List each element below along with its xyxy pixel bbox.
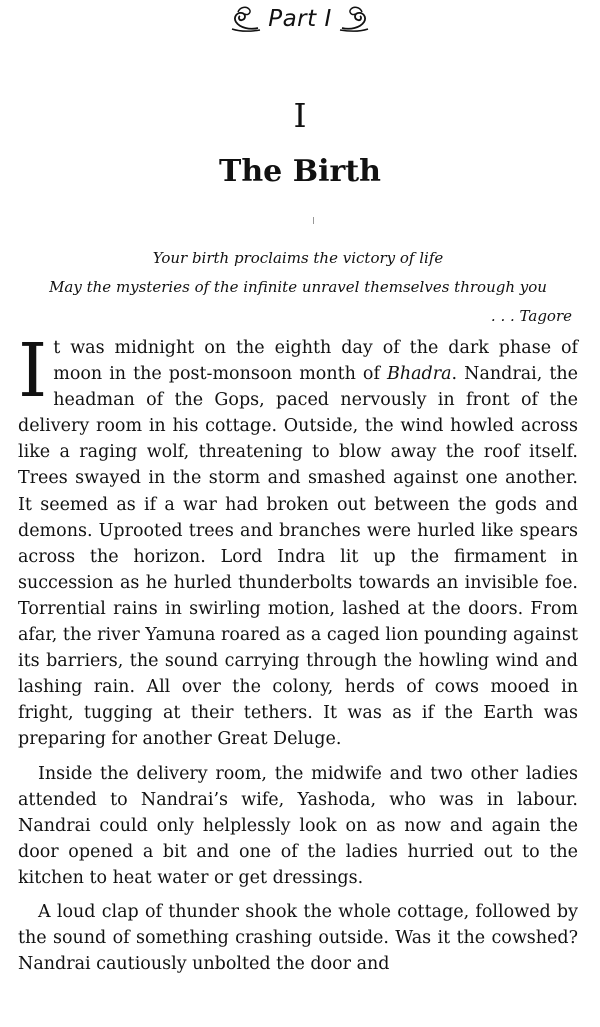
epigraph <box>18 244 578 331</box>
paragraph-text: . Nandrai, the headman of the Gops, paced nervously in front of the delivery room in his cottage. Outside, the wind howled across like a raging wolf, threatening to blow away the roof itself. Trees swayed in the storm and smashed against one another. It seemed as if a war had broken out between the gods and demons. Uprooted trees and branches were hurled like spears across the horizon. Lord Indra lit up the firmament in succession as he hurled thunderbolts towards an invisible foe. Torrential rains in swirling motion, lashed at the doors. From afar, the river Yamuna roared as a caged lion pounding against its barriers, the sound carrying through the howling wind and lashing rain. All over the colony, herds of cows mooed in fright, tugging at their tethers. It was as if the Earth was preparing for another Great Deluge. <box>18 364 579 750</box>
chapter-number: I <box>293 96 307 135</box>
part-header <box>0 4 600 34</box>
month-term: Bhadra <box>386 364 452 385</box>
paragraph <box>18 328 579 753</box>
epigraph-attribution: . . . Tagore <box>490 307 572 325</box>
paragraph: A loud clap of thunder shook the whole cottage, followed by the sound of something crashing outside. Was it the cowshed? Nandrai cautiously unbolted the door and <box>18 901 578 975</box>
chapter-body <box>18 328 579 977</box>
scroll-flourish-left-icon <box>228 4 262 34</box>
epigraph-line: Your birth proclaims the victory of life <box>152 249 444 267</box>
part-label: Part I <box>268 6 332 32</box>
scroll-flourish-right-icon <box>338 4 372 34</box>
paragraph-text: t was midnight on the eighth day of the dark phase of moon in the post-monsoon month of <box>53 338 578 385</box>
epigraph-line: May the mysteries of the infinite unravel themselves through you <box>49 278 547 296</box>
drop-cap: I <box>18 328 48 414</box>
divider-mark <box>313 217 314 224</box>
paragraph: Inside the delivery room, the midwife and two other ladies attended to Nandrai’s wife, Yashoda, who was in labour. Nandrai could only helplessly look on as now and again the door opened a bit and one of the ladies hurried out to the kitchen to heat water or get dressings. <box>18 763 578 888</box>
chapter-title: The Birth <box>219 154 381 189</box>
